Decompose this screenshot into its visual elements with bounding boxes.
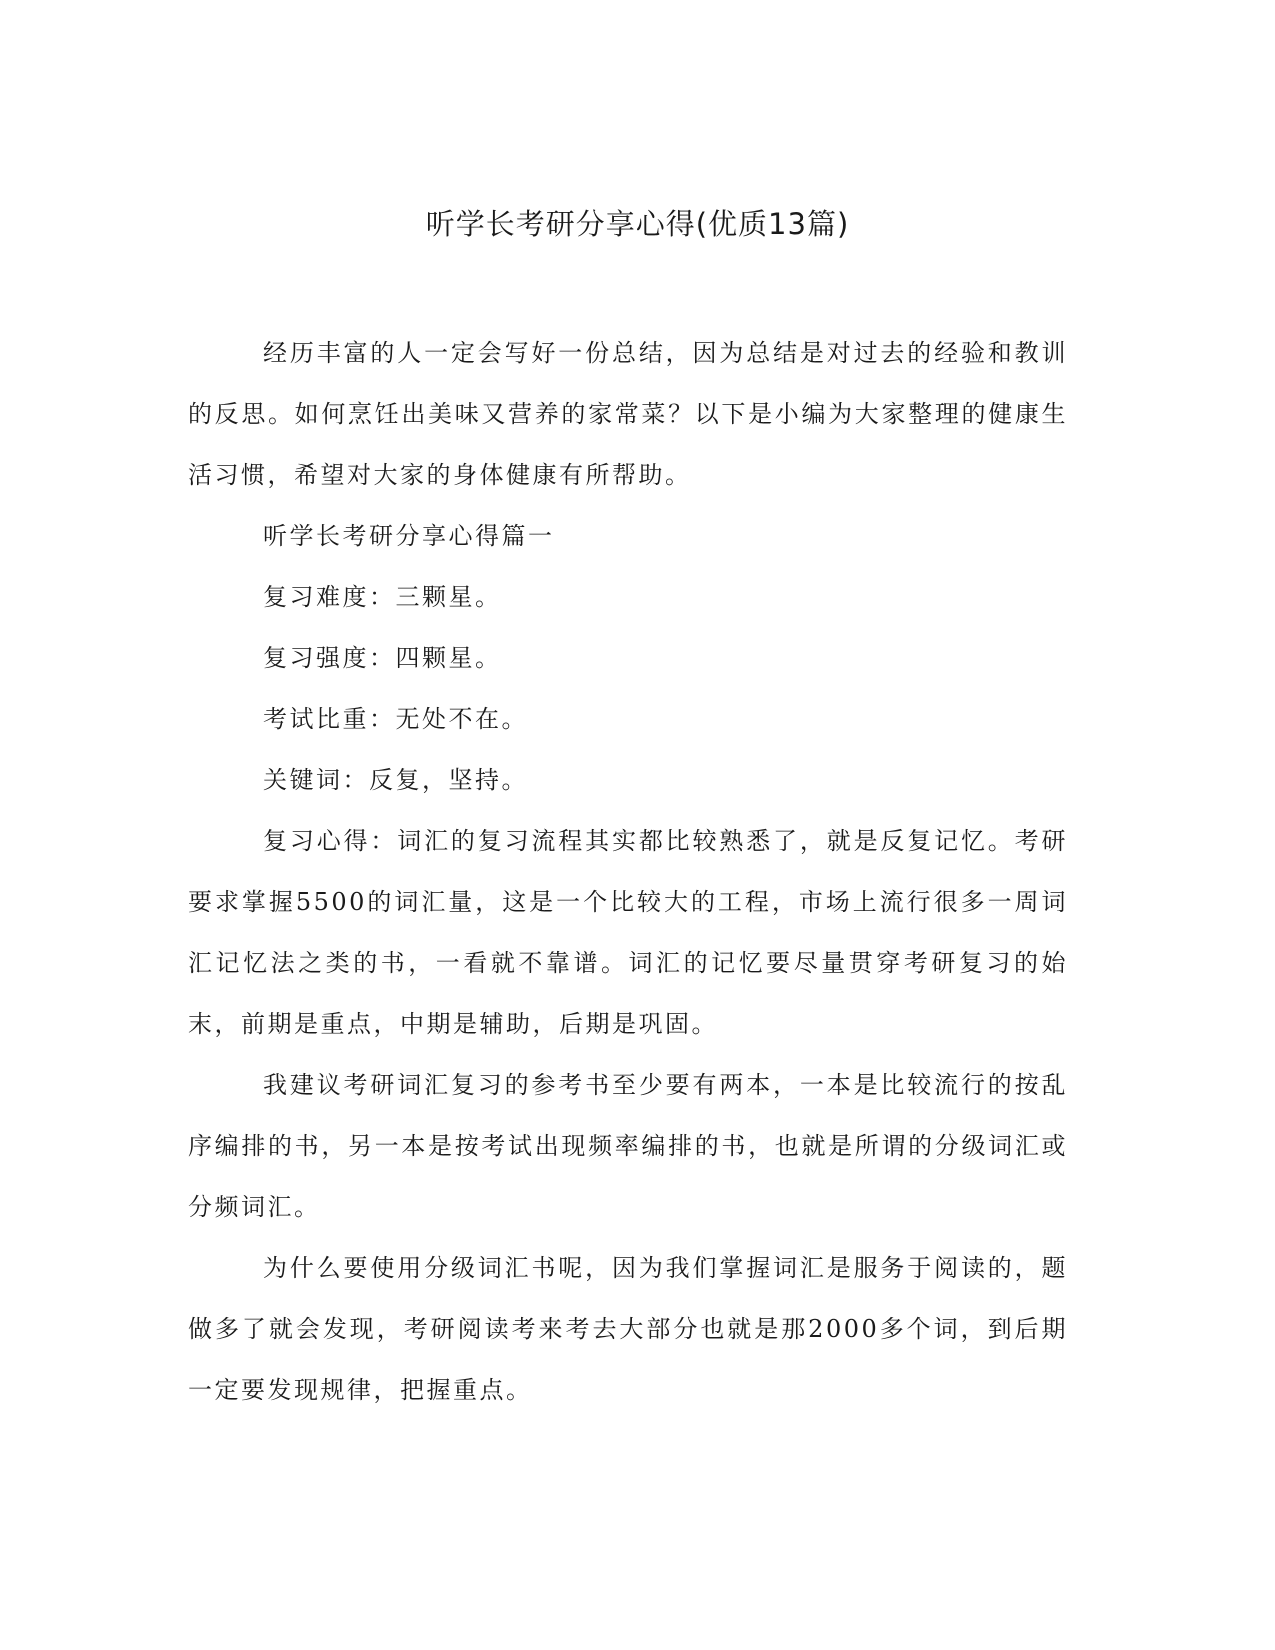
review-difficulty: 复习难度：三颗星。	[263, 583, 502, 611]
graded-vocabulary-paragraph: 为什么要使用分级词汇书呢，因为我们掌握词汇是服务于阅读的，题做多了就会发现，考研阅读考来考去大部分也就是那2000多个词，到后期一定要发现规律，把握重点。	[188, 1254, 1068, 1404]
review-intensity: 复习强度：四颗星。	[263, 644, 502, 672]
review-experience-paragraph: 复习心得：词汇的复习流程其实都比较熟悉了，就是反复记忆。考研要求掌握5500的词汇量，这是一个比较大的工程，市场上流行很多一周词汇记忆法之类的书，一看就不靠谱。词汇的记忆要尽量贯穿考研复习的始末，前期是重点，中期是辅助，后期是巩固。	[188, 827, 1068, 1038]
section-heading: 听学长考研分享心得篇一	[263, 522, 555, 550]
document-title: 听学长考研分享心得(优质13篇)	[425, 207, 850, 241]
intro-paragraph: 经历丰富的人一定会写好一份总结，因为总结是对过去的经验和教训的反思。如何烹饪出美味又营养的家常菜？以下是小编为大家整理的健康生活习惯，希望对大家的身体健康有所帮助。	[188, 339, 1068, 489]
document-body	[188, 323, 1068, 1421]
reference-books-paragraph: 我建议考研词汇复习的参考书至少要有两本，一本是比较流行的按乱序编排的书，另一本是按考试出现频率编排的书，也就是所谓的分级词汇或分频词汇。	[188, 1071, 1068, 1221]
keywords: 关键词：反复，坚持。	[263, 766, 528, 794]
exam-weight: 考试比重：无处不在。	[263, 705, 528, 733]
